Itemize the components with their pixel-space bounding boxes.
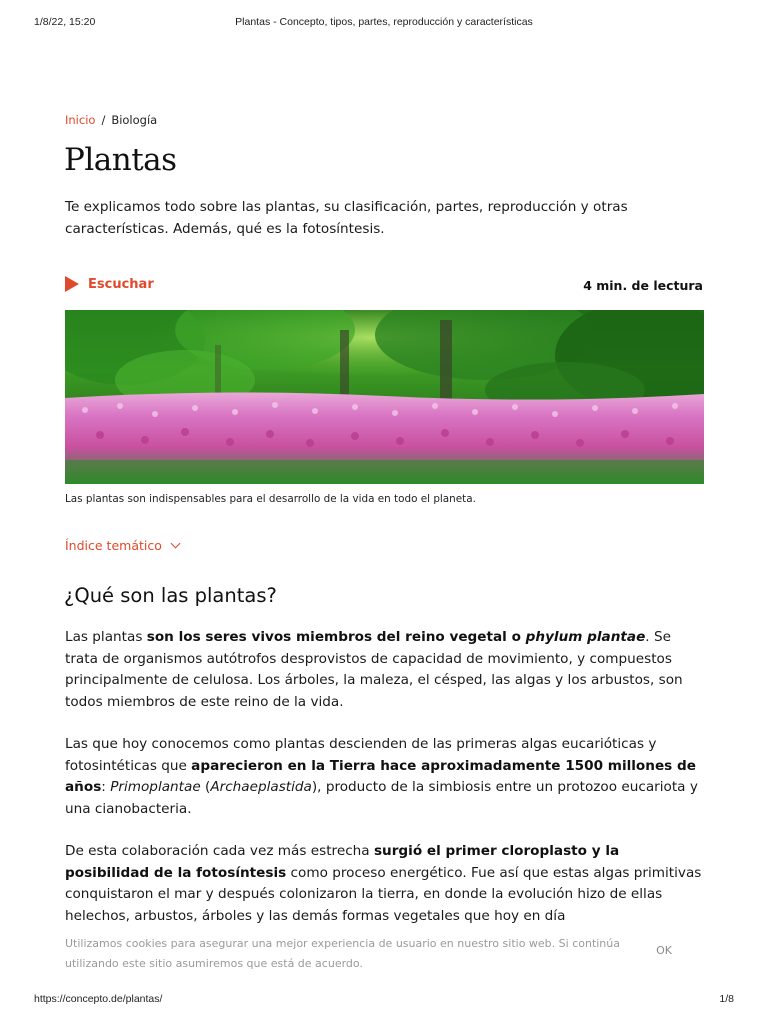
text-run: Las que hoy conocemos como plantas descienden de las primeras algas eucarióticas y fotosintéticas que xyxy=(65,736,657,774)
toc-toggle[interactable] xyxy=(65,538,179,553)
article-lead: Te explicamos todo sobre las plantas, su clasificación, partes, reproducción y otras características. Además, qué es la fotosíntesis. xyxy=(65,199,628,237)
paragraph-2 xyxy=(65,734,707,820)
bold-run: surgió el primer cloroplasto y la posibilidad de la fotosíntesis xyxy=(65,843,620,881)
play-icon xyxy=(65,276,79,292)
bold-run: aparecieron en la Tierra hace aproximadamente 1500 millones de años xyxy=(65,757,696,795)
cookie-ok-button[interactable]: OK xyxy=(656,944,672,957)
text-run: . Se trata de organismos autótrofos xyxy=(65,629,671,667)
listen-button[interactable] xyxy=(65,274,154,294)
page-title: Plantas xyxy=(64,142,177,178)
text-run: desprovistos de capacidad de movimiento, y compuestos principalmente de celulosa. Los árboles, la maleza, el césped, las algas y los arbustos, son todos miembros de este reino de la vida xyxy=(65,650,683,710)
print-page-number: 1/8 xyxy=(719,993,734,1005)
breadcrumb-current: Biología xyxy=(111,113,158,127)
bold-run: son los seres vivos miembros del reino vegetal o xyxy=(146,629,526,645)
text-run: ), producto de la simbiosis entre un protozoo eucariota y una cianobacteria. xyxy=(65,779,698,817)
hero-image xyxy=(65,310,704,484)
print-datetime: 1/8/22, 15:20 xyxy=(34,16,96,28)
text-run: : xyxy=(101,779,111,795)
read-time: 4 min. de lectura xyxy=(583,278,703,293)
cookie-banner xyxy=(0,923,768,985)
paragraph-3 xyxy=(65,841,707,927)
hero-image-graphic xyxy=(65,310,704,484)
chevron-down-icon xyxy=(170,539,180,549)
text-run: como proceso energético. Fue así que estas algas primitivas conquistaron el mar y después colonizaron la tierra, en donde la evolución hizo de ellas helechos, arbustos, árboles y las demás formas vegetales que hoy en día xyxy=(65,864,702,924)
breadcrumb xyxy=(65,113,157,127)
breadcrumb-home-link[interactable]: Inicio xyxy=(65,113,96,127)
paragraph-1 xyxy=(65,627,707,713)
breadcrumb-separator: / xyxy=(101,113,106,127)
image-caption: Las plantas son indispensables para el desarrollo de la vida en todo el planeta. xyxy=(65,493,476,505)
text-run: . xyxy=(339,693,344,710)
print-url: https://concepto.de/plantas/ xyxy=(34,993,163,1005)
cookie-text: Utilizamos cookies para asegurar una mejor experiencia de usuario en nuestro sitio web. Si continúa utilizando este sitio asumiremos que está de acuerdo. xyxy=(65,937,620,970)
listen-label: Escuchar xyxy=(88,276,154,292)
section-heading: ¿Qué son las plantas? xyxy=(64,584,277,607)
print-header xyxy=(34,16,734,30)
print-footer xyxy=(34,993,734,1007)
text-run: De esta colaboración cada vez más estrecha xyxy=(65,843,374,859)
print-doc-title: Plantas - Concepto, tipos, partes, reproducción y características xyxy=(235,16,533,28)
italic-run: Archaeplastida xyxy=(210,779,312,795)
toc-label: Índice temático xyxy=(65,538,162,553)
italic-run: Primoplantae xyxy=(110,779,201,795)
text-run: Las plantas xyxy=(65,629,147,645)
italic-bold-run: phylum plantae xyxy=(525,629,646,645)
text-run: ( xyxy=(200,779,211,795)
